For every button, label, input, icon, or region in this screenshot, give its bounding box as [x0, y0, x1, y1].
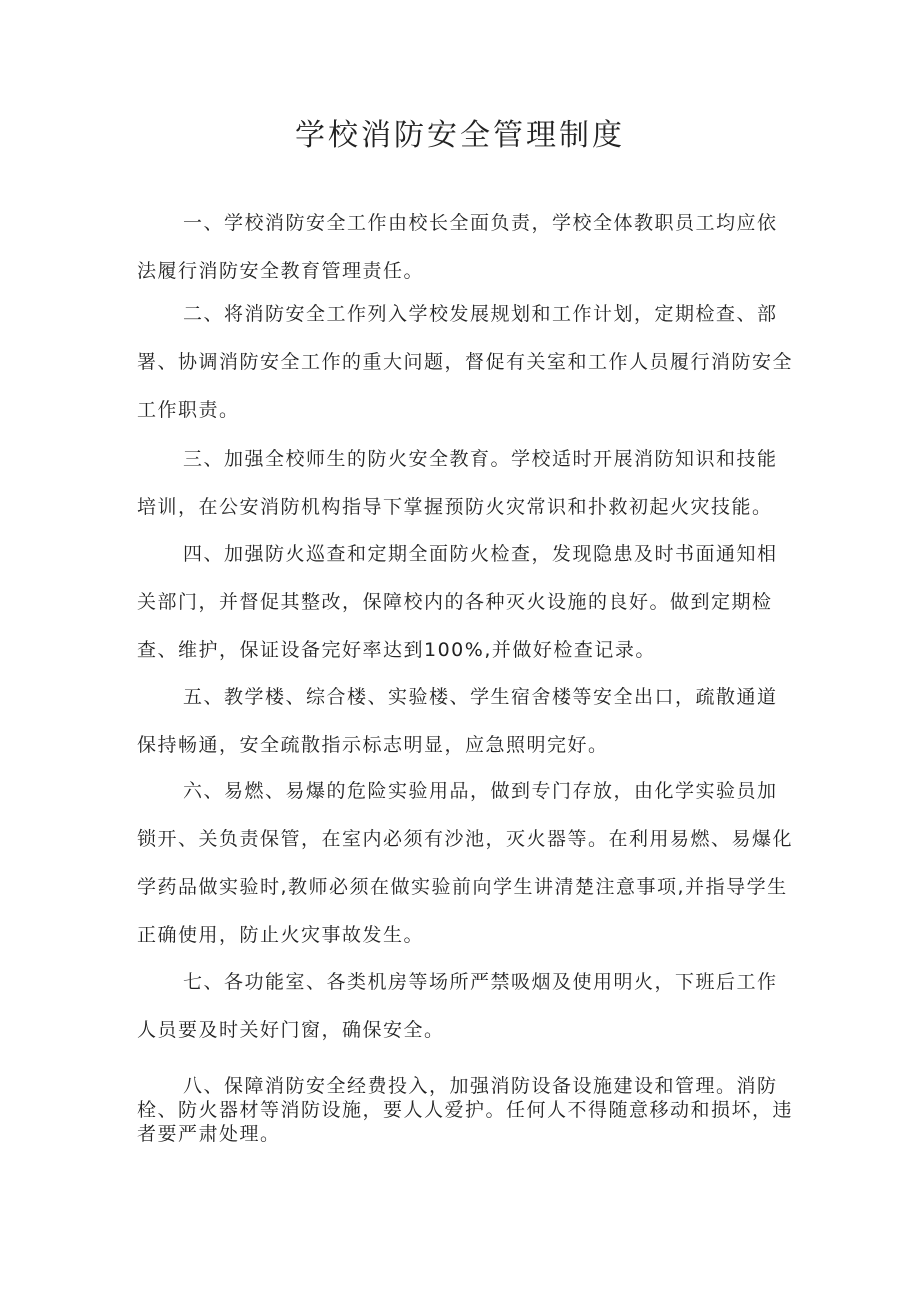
- paragraph-8: 八、保障消防安全经费投入，加强消防设备设施建设和管理。消防栓、防火器材等消防设施，要人人爱护。任何人不得随意移动和损坏，违者要严肃处理。: [137, 1075, 794, 1145]
- paragraph-1: 一、学校消防安全工作由校长全面负责，学校全体教职员工均应依法履行消防安全教育管理责任。: [137, 212, 778, 282]
- paragraph-6: 六、易燃、易爆的危险实验用品，做到专门存放，由化学实验员加锁开、关负责保管，在室内必须有沙池，灭火器等。在利用易燃、易爆化学药品做实验时,教师必须在做实验前向学生讲清楚注意事项,并指导学生正确使用，防止火灾事故发生。: [137, 780, 794, 946]
- paragraph-3: 三、加强全校师生的防火安全教育。学校适时开展消防知识和技能培训，在公安消防机构指导下掌握预防火灾常识和扑救初起火灾技能。: [137, 448, 778, 518]
- paragraph-4: 四、加强防火巡查和定期全面防火检查，发现隐患及时书面通知相关部门，并督促其整改，保障校内的各种灭火设施的良好。做到定期检查、维护，保证设备完好率达到100%,并做好检查记录。: [137, 543, 778, 661]
- document-title: 学校消防安全管理制度: [295, 118, 625, 153]
- paragraph-5: 五、教学楼、综合楼、实验楼、学生宿舍楼等安全出口，疏散通道保持畅通，安全疏散指示标志明显，应急照明完好。: [137, 686, 778, 756]
- paragraph-7: 七、各功能室、各类机房等场所严禁吸烟及使用明火，下班后工作人员要及时关好门窗，确保安全。: [137, 971, 778, 1041]
- paragraph-2: 二、将消防安全工作列入学校发展规划和工作计划，定期检查、部署、协调消防安全工作的重大问题，督促有关室和工作人员履行消防安全工作职责。: [137, 303, 794, 421]
